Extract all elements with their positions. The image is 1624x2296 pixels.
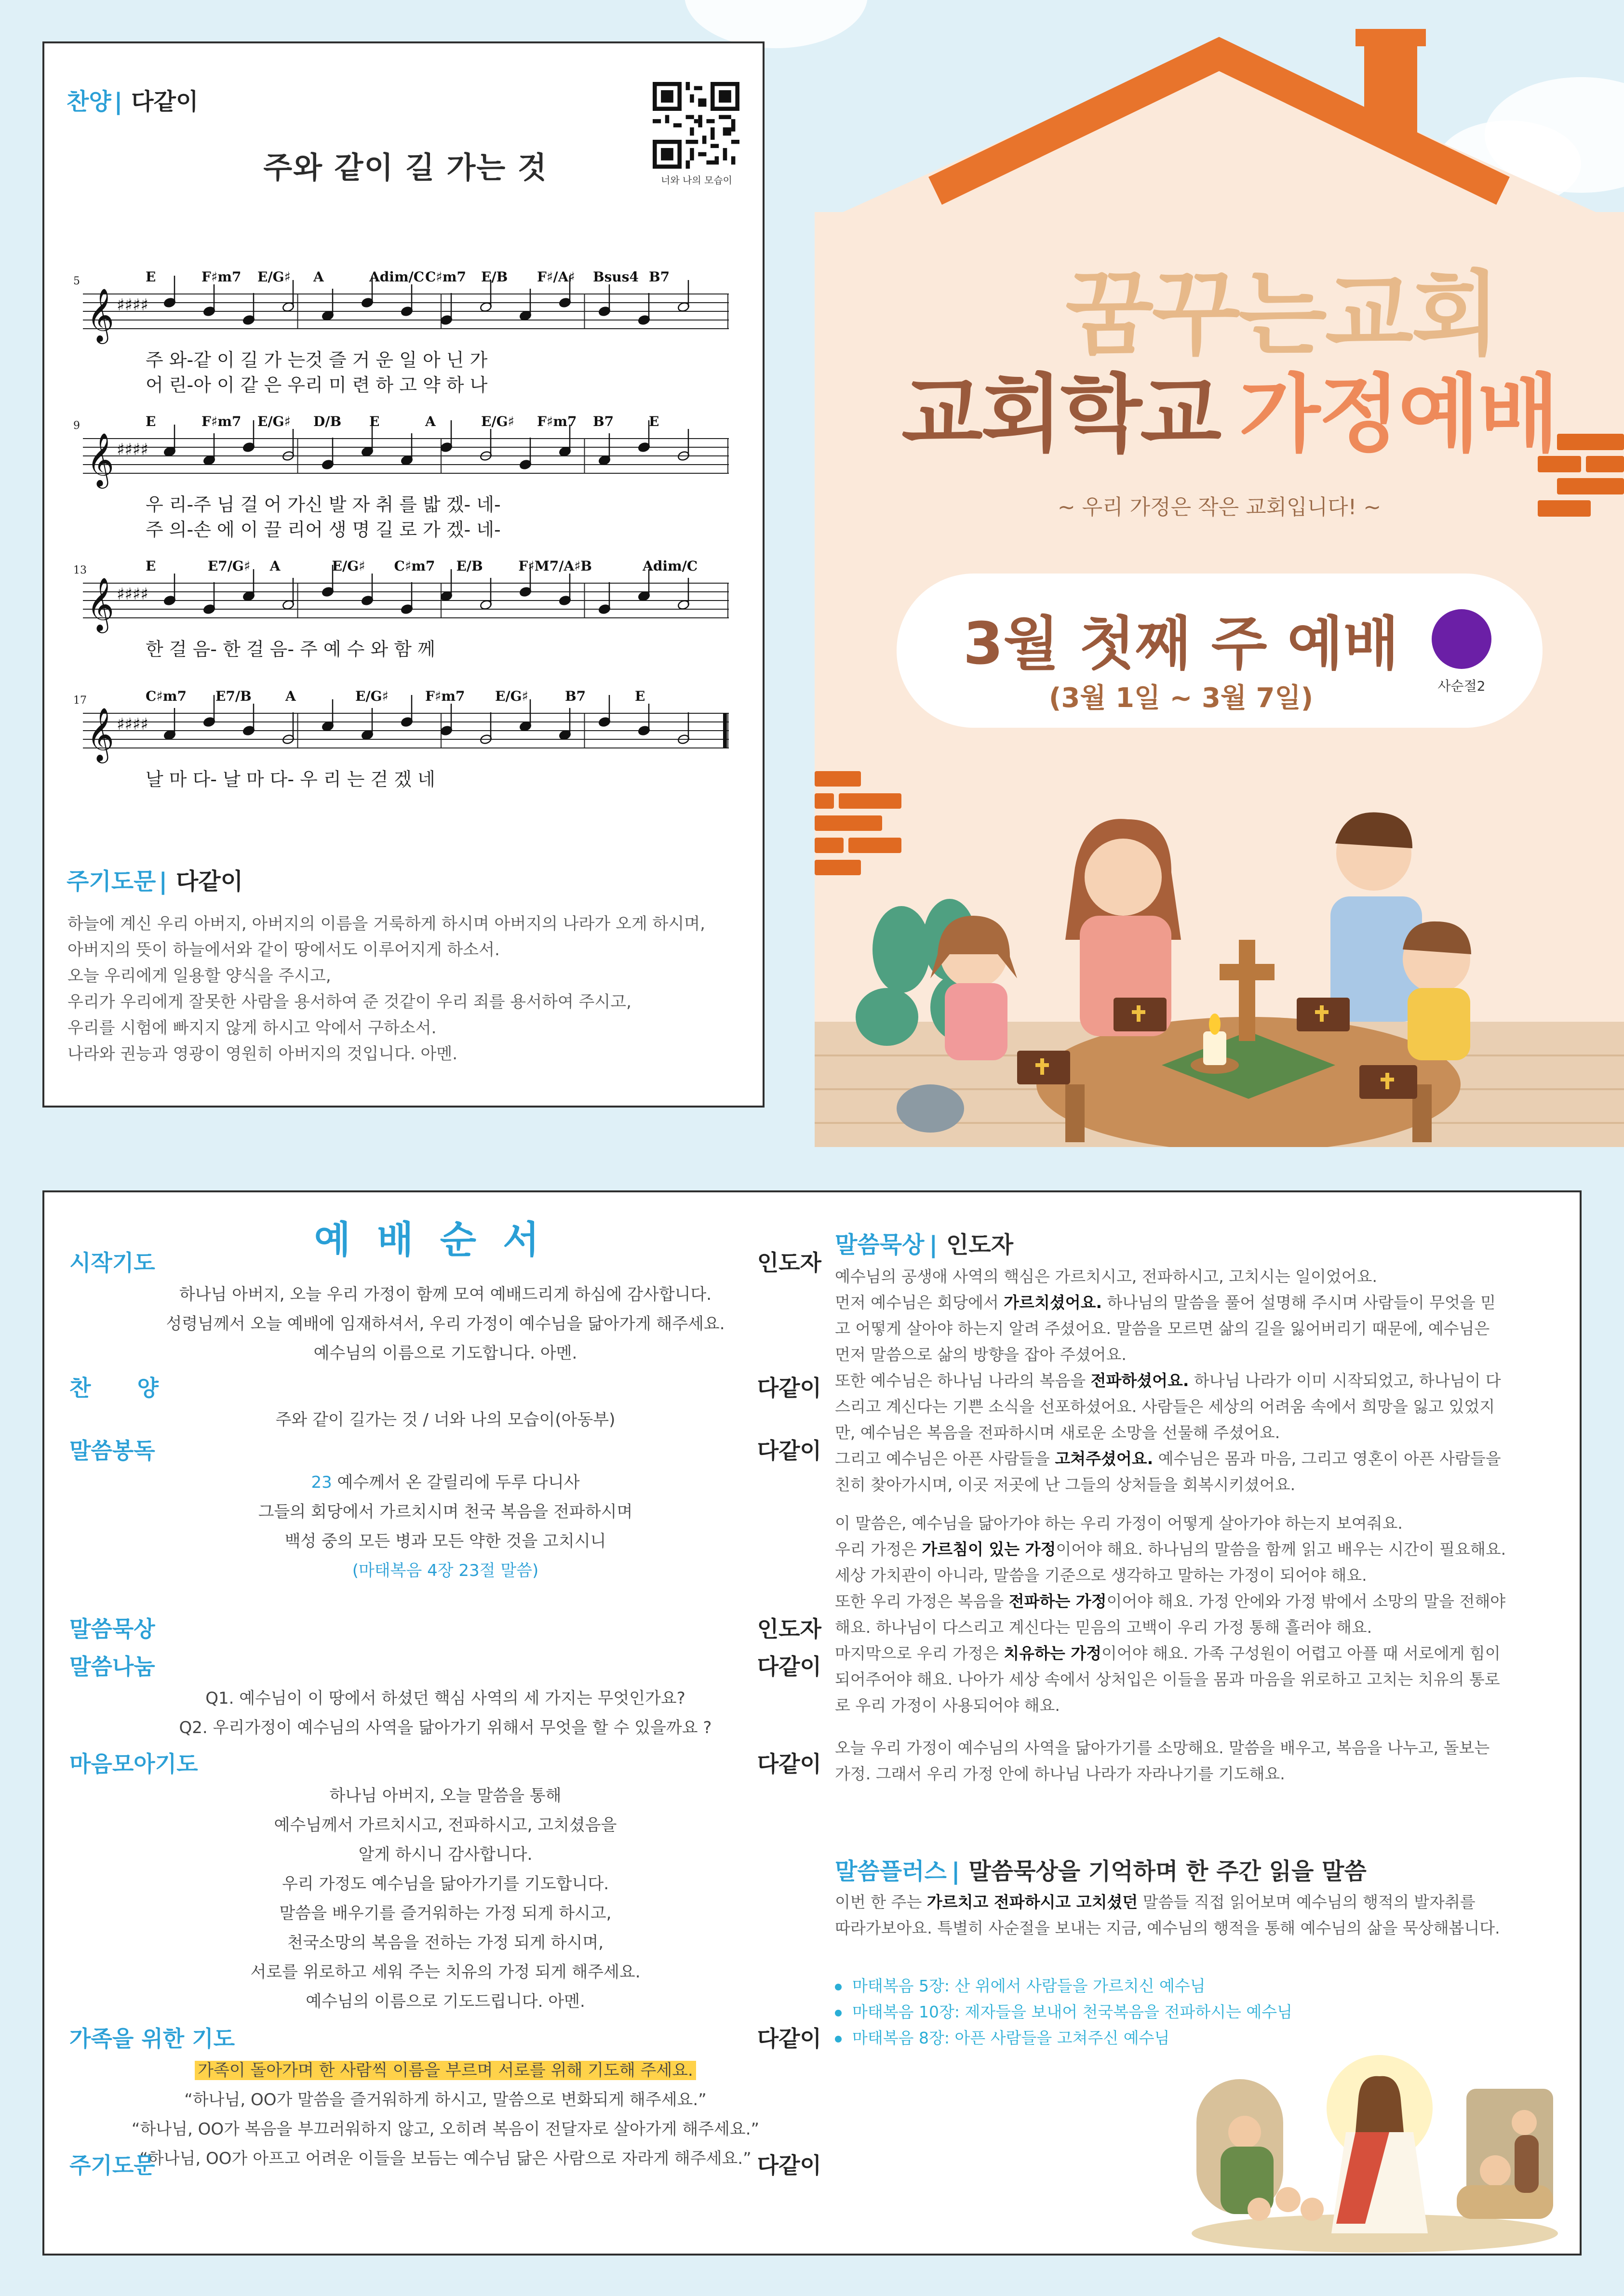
order-item-name: 찬 양 <box>69 1375 159 1401</box>
order-item-text: 예수님의 이름으로 기도합니다. 아멘. <box>313 1344 577 1363</box>
treble-clef-icon: 𝄞 <box>87 288 114 342</box>
text-line <box>835 1735 1558 1761</box>
chord-symbol: E/G♯ <box>481 414 515 429</box>
text-segment: 만, 예수님은 복음을 전파하시며 새로운 소망을 선물해 주셨어요. <box>835 1423 1280 1442</box>
worship-order-item <box>69 1612 821 1645</box>
prayer-section-leader: 다같이 <box>176 868 243 895</box>
chord-symbol: E <box>146 269 156 285</box>
text-segment: 이어야 해요. 가족 구성원이 어렵고 아플 때 서로에게 힘이 <box>1101 1644 1501 1663</box>
chord-symbol: E/B <box>481 269 508 285</box>
meditation-label: 말씀묵상 <box>835 1231 925 1258</box>
chord-symbol: A <box>425 414 436 429</box>
chord-symbol: B7 <box>649 269 670 285</box>
chord-symbol: A <box>313 269 324 285</box>
order-item-text: 말씀을 배우기를 즐거워하는 가정 되게 하시고, <box>279 1904 612 1923</box>
text-segment: 예수님의 공생애 사역의 핵심은 가르치시고, 전파하시고, 고치시는 일이었어요. <box>835 1267 1377 1286</box>
worship-order-item <box>69 1371 821 1404</box>
measure-number: 9 <box>73 420 80 432</box>
emphasis-text: 가르침이 있는 가정 <box>922 1540 1056 1559</box>
text-segment: 되어주어야 해요. 나아가 세상 속에서 상처입은 이들을 몸과 마음을 위로하고 고치는 치유의 통로 <box>835 1670 1500 1689</box>
order-item-name: 말씀묵상 <box>69 1616 155 1642</box>
word-plus-paragraph <box>835 1889 1558 1941</box>
text-segment: 고 어떻게 살아야 하는지 알려 주셨어요. 말씀을 모르면 삶의 길을 잃어버리기 때문에, 예수님은 <box>835 1319 1490 1338</box>
text-segment: 친히 찾아가시며, 이곳 저곳에 난 그들의 상처들을 회복시키셨어요. <box>835 1475 1296 1494</box>
emphasis-text: 가르치셨어요. <box>1004 1293 1102 1312</box>
worship-order-item <box>69 1747 821 1780</box>
order-item-text: 우리 가정도 예수님을 닮아가기를 기도합니다. <box>282 1874 609 1894</box>
season-label: 사순절2 <box>1437 678 1486 694</box>
order-item-name: 말씀봉독 <box>69 1438 155 1464</box>
chord-symbol: E <box>369 414 380 429</box>
worship-order-item <box>69 2021 821 2055</box>
worship-week-title: 3월 첫째 주 예배 <box>963 611 1399 678</box>
order-item-text: “하나님, OO가 아프고 어려운 이들을 보듬는 예수님 닮은 사람으로 자라게 해주세요.” <box>139 2149 752 2168</box>
meditation-paragraph <box>835 1735 1558 1787</box>
reading-item <box>835 1973 1292 1999</box>
chord-symbol: C♯m7 <box>146 688 187 704</box>
bullet-icon <box>835 2036 842 2042</box>
text-line <box>835 1693 1558 1719</box>
chord-symbol: A <box>269 558 281 574</box>
lyrics-line: 우 리-주 님 걸 어 가신 발 자 취 를 밟 겠- 네- <box>146 494 501 515</box>
text-line <box>835 1615 1558 1641</box>
order-item-text: 서로를 위로하고 세워 주는 치유의 가정 되게 해주세요. <box>250 1962 641 1982</box>
song-title: 주와 같이 길 가는 것 <box>263 150 548 185</box>
order-item-text: 천국소망의 복음을 전하는 가정 되게 하시며, <box>287 1933 604 1952</box>
text-segment: 먼저 말씀으로 삶의 방향을 잡아 주셨어요. <box>835 1345 1127 1364</box>
chord-symbol: B <box>580 558 592 574</box>
meditation-leader: 인도자 <box>946 1231 1014 1258</box>
scripture-reference: (마태복음 4장 23절 말씀) <box>352 1561 539 1580</box>
lyrics-line: 주 의-손 에 이 끌 리어 생 명 길 로 가 겠- 네- <box>146 519 501 540</box>
text-line <box>835 1446 1558 1472</box>
text-line <box>835 1290 1558 1316</box>
text-segment: 해요. 하나님이 다스리고 계신다는 믿음의 고백이 우리 가정 통해 흘러야 해요. <box>835 1618 1372 1637</box>
lords-prayer-text <box>67 911 742 1067</box>
text-line <box>835 1589 1558 1615</box>
scripture-line <box>69 1469 821 1493</box>
hymn-section-leader: 다같이 <box>131 88 199 115</box>
text-segment: 로 우리 가정이 사용되어야 해요. <box>835 1696 1060 1715</box>
weekly-reading-list <box>835 1973 1292 2051</box>
text-segment: 가정. 그래서 우리 가정 안에 하나님 나라가 자라나기를 기도해요. <box>835 1764 1285 1783</box>
order-item-text: “하나님, OO가 복음을 부끄러워하지 않고, 오히려 복음이 전달자로 살아가게 해주세요.” <box>131 2120 760 2139</box>
worship-order-item <box>69 1245 821 1279</box>
family-prayer-instruction <box>69 2057 821 2081</box>
text-line <box>835 1667 1558 1693</box>
emphasis-text: 전파하는 가정 <box>1008 1592 1107 1611</box>
text-line <box>835 1562 1558 1589</box>
text-segment: 이어야 해요. 하나님의 말씀을 함께 읽고 배우는 시간이 필요해요. <box>1056 1540 1506 1559</box>
text-line <box>835 1536 1558 1562</box>
text-segment: 오늘 우리 가정이 예수님의 사역을 닮아가기를 소망해요. 말씀을 배우고, 복음을 나누고, 돌보는 <box>835 1738 1490 1757</box>
measure-number: 13 <box>73 564 87 576</box>
prayer-line: 우리를 시험에 빠지지 않게 하시고 악에서 구하소서. <box>67 1018 437 1038</box>
lyrics-line: 날 마 다- 날 마 다- 우 리 는 걷 겠 네 <box>146 769 435 790</box>
chord-symbol: Adim/C <box>369 269 425 285</box>
order-item-leader: 다같이 <box>757 1751 821 1777</box>
order-item-leader: 다같이 <box>757 1654 821 1680</box>
chord-symbol: C♯m7 <box>425 269 466 285</box>
text-segment: 마지막으로 우리 가정은 <box>835 1644 1004 1663</box>
worship-date-banner <box>897 574 1543 728</box>
chord-symbol: F♯m7 <box>537 414 577 429</box>
order-item-text: 예수님께서 가르치시고, 전파하시고, 고치셨음을 <box>274 1815 617 1835</box>
prayer-line: 하늘에 계신 우리 아버지, 아버지의 이름을 거룩하게 하시며 아버지의 나라가 오게 하시며, <box>67 914 705 934</box>
text-segment: 이번 한 주는 <box>835 1893 927 1911</box>
hymn-section-header: 찬양 | 다같이 <box>67 88 199 115</box>
order-item-name: 주기도문 <box>69 2152 155 2178</box>
chord-symbol: E/G♯ <box>355 688 389 704</box>
worship-date-range: (3월 1일 ~ 3월 7일) <box>1048 682 1314 714</box>
cover <box>815 29 1624 1147</box>
key-signature-icon: ♯♯♯♯ <box>117 295 148 315</box>
key-signature-icon: ♯♯♯♯ <box>117 585 148 604</box>
qr-caption: 너와 나의 모습이 <box>661 174 732 186</box>
text-segment: 세상 가치관이 아니라, 말씀을 기준으로 생각하고 말하는 가정이 되어야 해요. <box>835 1566 1367 1585</box>
highlighted-instruction: 가족이 돌아가며 한 사람씩 이름을 부르며 서로를 위해 기도해 주세요. <box>195 2061 696 2080</box>
bullet-icon <box>835 2010 842 2016</box>
word-plus-header: 말씀플러스 | 말씀묵상을 기억하며 한 주간 읽을 말씀 <box>835 1858 1367 1885</box>
prayer-line: 아버지의 뜻이 하늘에서와 같이 땅에서도 이루어지게 하소서. <box>67 940 500 960</box>
reading-text: 마태복음 10장: 제자들을 보내어 천국복음을 전파하시는 예수님 <box>852 2002 1292 2021</box>
scripture-text: 백성 중의 모든 병과 모든 약한 것을 고치시니 <box>284 1532 606 1551</box>
emphasis-text: 고쳐주셨어요. <box>1055 1449 1154 1468</box>
order-item-leader: 다같이 <box>757 2026 821 2052</box>
cover-main-title <box>901 347 1557 468</box>
chord-symbol: F♯/A♯ <box>537 269 575 285</box>
reading-text: 마태복음 5장: 산 위에서 사람들을 가르치신 예수님 <box>852 1976 1206 1995</box>
order-item-text: 주와 같이 길가는 것 / 너와 나의 모습이(아동부) <box>275 1410 616 1429</box>
text-line <box>835 1915 1558 1941</box>
chord-symbol: E <box>649 414 659 429</box>
lyrics-line: 한 걸 음- 한 걸 음- 주 예 수 와 함 께 <box>146 639 435 660</box>
chord-symbol: E/G♯ <box>332 558 365 574</box>
order-item-leader: 다같이 <box>757 1375 821 1401</box>
text-segment: 하나님 나라가 이미 시작되었고, 하나님이 다 <box>1189 1371 1501 1390</box>
order-item-leader: 인도자 <box>757 1250 821 1276</box>
house-roof <box>815 29 1624 231</box>
measure-number: 17 <box>73 694 87 707</box>
chord-symbol: E/G♯ <box>257 269 291 285</box>
text-line <box>835 1394 1558 1420</box>
chord-symbol: D/B <box>313 414 342 429</box>
scripture-text: 예수께서 온 갈릴리에 두루 다니사 <box>337 1473 580 1492</box>
chord-symbol: E7/G♯ <box>207 558 251 574</box>
order-item-text: “하나님, OO가 말씀을 즐거워하게 하시고, 말씀으로 변화되게 해주세요.” <box>184 2090 707 2109</box>
order-item-text: 하나님 아버지, 오늘 말씀을 통해 <box>329 1786 562 1805</box>
text-segment: 먼저 예수님은 회당에서 <box>835 1293 1004 1312</box>
order-item-text: 알게 하시니 감사합니다. <box>358 1845 533 1864</box>
text-segment: 그리고 예수님은 아픈 사람들을 <box>835 1449 1055 1468</box>
order-item-name: 시작기도 <box>69 1250 155 1276</box>
chord-symbol: E/G♯ <box>495 688 529 704</box>
meditation-paragraph <box>835 1264 1558 1498</box>
chord-symbol: E <box>146 414 156 429</box>
chord-symbol: B7 <box>565 688 586 704</box>
order-item-name: 말씀나눔 <box>69 1654 155 1680</box>
text-line <box>835 1510 1558 1536</box>
chord-symbol: C♯m7 <box>394 558 435 574</box>
emphasis-text: 치유하는 가정 <box>1004 1644 1102 1663</box>
order-item-text: 성령님께서 오늘 예배에 임재하셔서, 우리 가정이 예수님을 닮아가게 해주세요. <box>166 1314 725 1334</box>
jesus-ministry-illustration <box>1187 2050 1563 2253</box>
text-segment: 우리 가정은 <box>835 1540 922 1559</box>
text-line <box>835 1889 1558 1915</box>
order-item-name: 마음모아기도 <box>69 1751 198 1777</box>
text-line <box>835 1420 1558 1446</box>
chord-symbol: E/B <box>456 558 483 574</box>
emphasis-text: 가르치고 전파하시고 고치셨던 <box>926 1893 1138 1911</box>
scripture-line <box>69 1528 821 1551</box>
text-line <box>835 1342 1558 1368</box>
text-line <box>835 1641 1558 1667</box>
text-segment: 또한 우리 가정은 복음을 <box>835 1592 1009 1611</box>
text-segment: 따라가보아요. 특별히 사순절을 보내는 지금, 예수님의 행적을 통해 예수님의 삶을 묵상해봅니다. <box>835 1919 1500 1937</box>
meditation-paragraph <box>835 1510 1558 1719</box>
text-line <box>835 1368 1558 1394</box>
order-item-leader: 다같이 <box>757 1438 821 1464</box>
verse-number: 23 <box>311 1473 332 1492</box>
prayer-line: 우리가 우리에게 잘못한 사람을 용서하여 준 것같이 우리 죄를 용서하여 주시고, <box>67 992 631 1012</box>
text-segment: 예수님은 몸과 마음, 그리고 영혼이 아픈 사람들을 <box>1153 1449 1501 1468</box>
cover-title-school: 교회학교 <box>901 366 1220 464</box>
text-segment: 하나님의 말씀을 풀어 설명해 주시며 사람들이 무엇을 믿 <box>1102 1293 1496 1312</box>
text-line <box>835 1472 1558 1498</box>
worship-order-item <box>69 1649 821 1683</box>
worship-order-item <box>69 1433 821 1467</box>
chord-symbol: Bsus4 <box>593 269 639 285</box>
key-signature-icon: ♯♯♯♯ <box>117 715 148 734</box>
family-worship-illustration <box>815 795 1624 1147</box>
prayer-line: 오늘 우리에게 일용할 양식을 주시고, <box>67 966 331 986</box>
text-line <box>835 1316 1558 1342</box>
order-item-leader: 다같이 <box>757 2152 821 2178</box>
chord-symbol: E <box>635 688 645 704</box>
cover-tagline: ~ 우리 가정은 작은 교회입니다! ~ <box>1057 495 1382 520</box>
order-item-text: 예수님의 이름으로 기도드립니다. 아멘. <box>306 1992 585 2011</box>
order-item-name: 가족을 위한 기도 <box>69 2026 235 2052</box>
chord-symbol: Adim/C <box>643 558 698 574</box>
lent-color-dot <box>1432 609 1491 669</box>
treble-clef-icon: 𝄞 <box>87 577 114 631</box>
chord-symbol: E <box>146 558 156 574</box>
measure-number: 5 <box>73 275 80 287</box>
chord-symbol: E/G♯ <box>257 414 291 429</box>
chord-symbol: F♯m7 <box>201 269 242 285</box>
prayer-line: 나라와 권능과 영광이 영원히 아버지의 것입니다. 아멘. <box>67 1044 458 1064</box>
church-name: 꿈꾸는교회 <box>1065 261 1498 368</box>
order-item-text: Q2. 우리가정이 예수님의 사역을 닮아가기 위해서 무엇을 할 수 있을까요 ? <box>179 1718 712 1737</box>
text-segment: 스리고 계신다는 기쁜 소식을 선포하셨어요. 사람들은 세상의 어려움 속에서 희망을 잃고 있었지 <box>835 1397 1495 1416</box>
order-item-leader: 인도자 <box>757 1616 821 1642</box>
prayer-section-header: 주기도문 | 다같이 <box>67 868 243 895</box>
text-segment: 또한 예수님은 하나님 나라의 복음을 <box>835 1371 1091 1390</box>
chord-symbol: F♯m7 <box>201 414 242 429</box>
text-line <box>835 1761 1558 1787</box>
text-segment: 이어야 해요. 가정 안에와 가정 밖에서 소망의 말을 전해야 <box>1106 1592 1506 1611</box>
text-segment: 말씀들 직접 읽어보며 예수님의 행적의 발자취를 <box>1138 1893 1476 1911</box>
chord-symbol: E7/B <box>215 688 252 704</box>
reading-item <box>835 1999 1292 2025</box>
chord-symbol: F♯M7/A♯ <box>518 558 581 574</box>
sheet-music <box>73 255 748 810</box>
treble-clef-icon: 𝄞 <box>87 432 114 486</box>
worship-order-title: 예 배 순 서 <box>314 1218 546 1262</box>
hymn-section-label: 찬양 <box>67 88 111 115</box>
scripture-line <box>69 1498 821 1522</box>
chord-symbol: A <box>285 688 296 704</box>
reading-text: 마태복음 8장: 아픈 사람들을 고쳐주신 예수님 <box>852 2029 1170 2047</box>
scripture-text: 그들의 회당에서 가르치시며 천국 복음을 전파하시며 <box>258 1502 633 1522</box>
order-item-text: Q1. 예수님이 이 땅에서 하셨던 핵심 사역의 세 가지는 무엇인가요? <box>205 1689 685 1708</box>
lyrics-line: 어 린-아 이 같 은 우리 미 련 하 고 약 하 나 <box>146 374 488 396</box>
chord-symbol: F♯m7 <box>425 688 465 704</box>
cover-title-family-worship: 가정예배 <box>1239 366 1557 464</box>
meditation-header: 말씀묵상 | 인도자 <box>835 1231 1014 1258</box>
worship-order-panel <box>42 1190 1582 2256</box>
worship-order-item <box>69 2148 821 2182</box>
key-signature-icon: ♯♯♯♯ <box>117 440 148 459</box>
text-line <box>835 1264 1558 1290</box>
word-plus-label: 말씀플러스 <box>835 1858 947 1885</box>
treble-clef-icon: 𝄞 <box>87 707 114 761</box>
lyrics-line: 주 와-같 이 길 가 는것 즐 거 운 일 아 닌 가 <box>146 349 488 371</box>
text-segment: 이 말씀은, 예수님을 닮아가야 하는 우리 가정이 어떻게 살아가야 하는지 보여줘요. <box>835 1514 1403 1533</box>
emphasis-text: 전파하셨어요. <box>1090 1371 1189 1390</box>
hymn-card <box>42 41 765 1108</box>
prayer-section-label: 주기도문 <box>67 868 156 895</box>
bullet-icon <box>835 1984 842 1990</box>
chord-symbol: B7 <box>593 414 614 429</box>
reading-item <box>835 2025 1292 2051</box>
order-item-text: 하나님 아버지, 오늘 우리 가정이 함께 모여 예배드리게 하심에 감사합니다. <box>179 1285 712 1304</box>
word-plus-subtitle: 말씀묵상을 기억하며 한 주간 읽을 말씀 <box>968 1858 1367 1885</box>
